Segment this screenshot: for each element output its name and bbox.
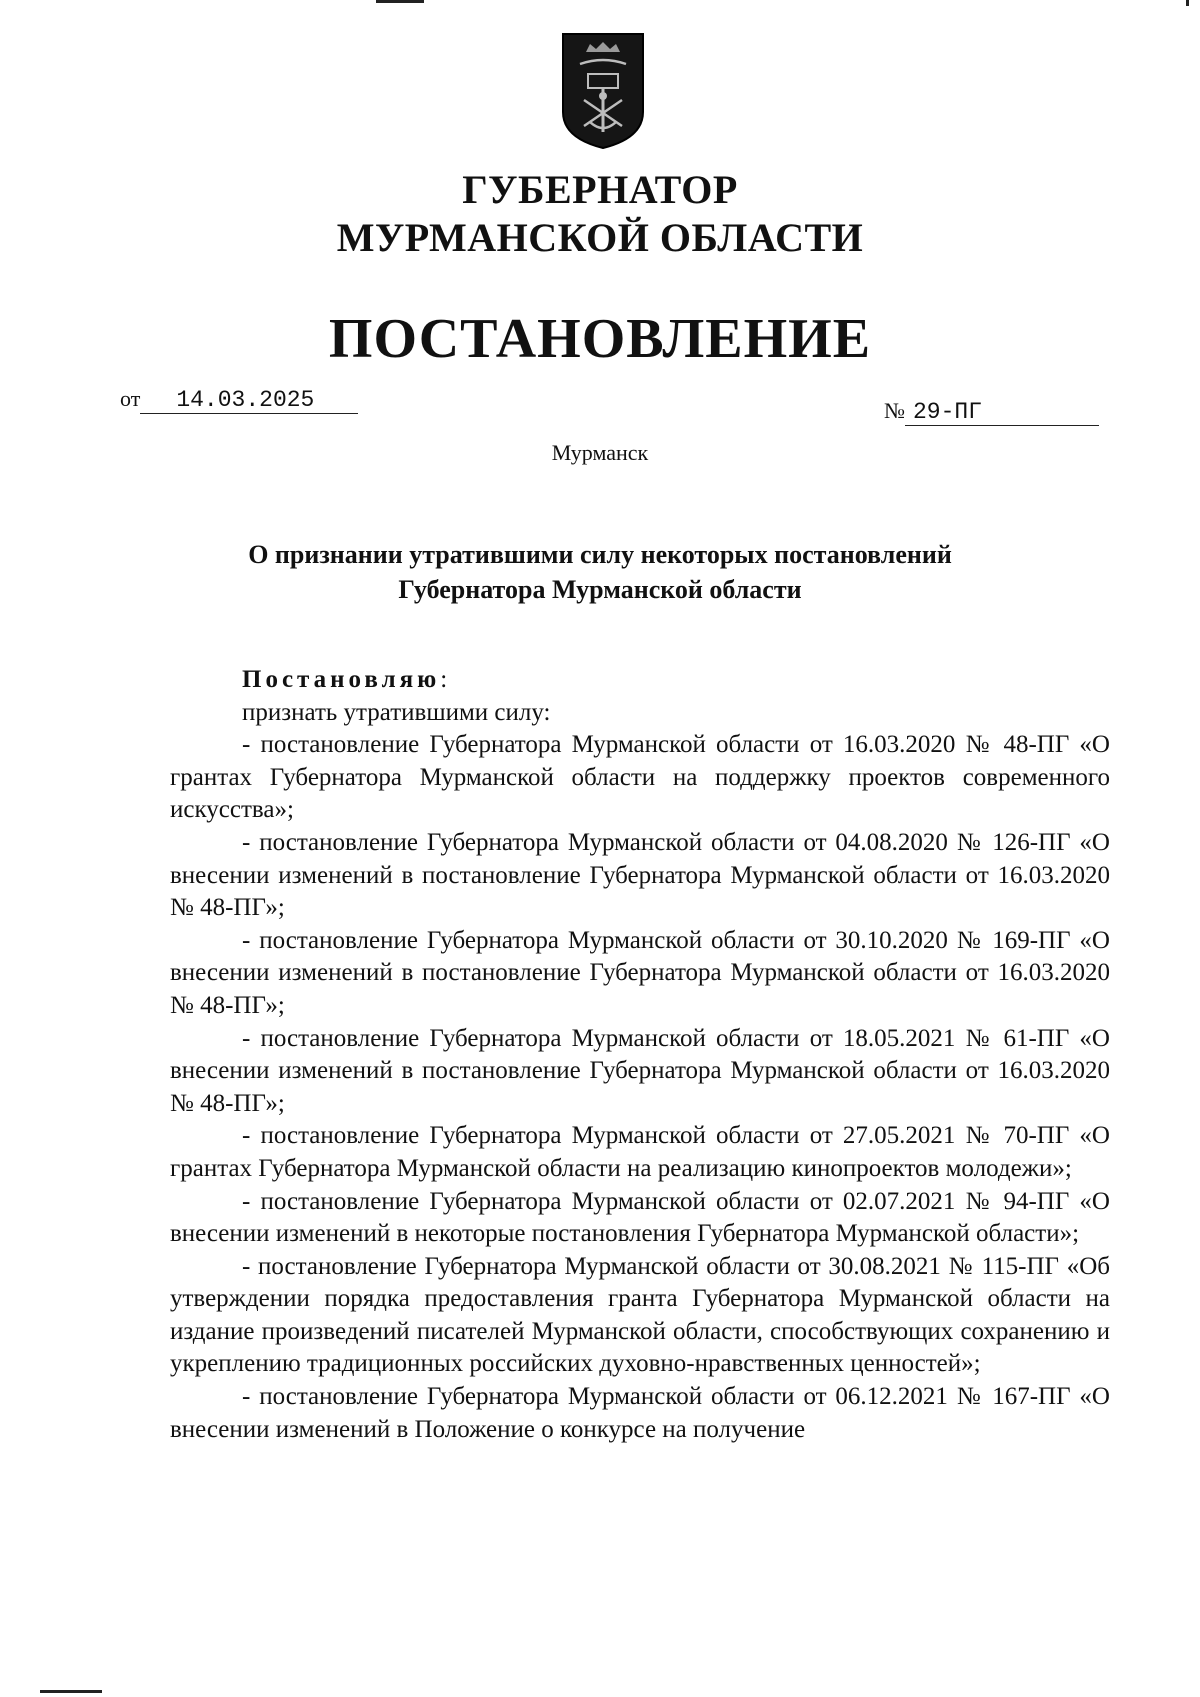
number-value: 29-ПГ (905, 399, 1099, 426)
list-item: - постановление Губернатора Мурманской области от 18.05.2021 № 61-ПГ «О внесении изменений в постановление Губернатора Мурманской области от 16.03.2020 № 48-ПГ»; (170, 1024, 1110, 1117)
subject-line2: Губернатора Мурманской области (398, 575, 802, 604)
scan-mark-top (376, 0, 424, 3)
list-item: - постановление Губернатора Мурманской области от 02.07.2021 № 94-ПГ «О внесении изменений в некоторые постановления Губернатора Мурманской области»; (170, 1187, 1110, 1248)
subject-line1: О признании утратившими силу некоторых постановлений (248, 540, 952, 569)
date-prefix: от (120, 386, 141, 411)
document-subject (160, 537, 1040, 607)
decree-intro: признать утратившими силу: (242, 698, 551, 726)
date-value: 14.03.2025 (140, 387, 358, 414)
scan-mark-top-right (1186, 0, 1189, 6)
list-item: - постановление Губернатора Мурманской области от 16.03.2020 № 48-ПГ «О грантах Губернатора Мурманской области на поддержку проектов современного искусства»; (170, 731, 1110, 824)
decree-colon: : (440, 666, 448, 693)
decree-word-text: Постановляю (242, 666, 441, 693)
list-item: - постановление Губернатора Мурманской области от 30.08.2021 № 115-ПГ «Об утверждении порядка предоставления гранта Губернатора Мурманской области на издание произведений писателей Мурманской области, способствующих сохранению и укреплению традиционных российских духовно-нравственных ценностей»; (170, 1252, 1110, 1378)
document-city: Мурманск (551, 440, 649, 465)
decree-word (242, 664, 1110, 697)
list-item: - постановление Губернатора Мурманской области от 30.10.2020 № 169-ПГ «О внесении изменений в постановление Губернатора Мурманской области от 16.03.2020 № 48-ПГ»; (170, 926, 1110, 1019)
document-type: ПОСТАНОВЛЕНИЕ (328, 308, 872, 370)
issuer-title-line1: ГУБЕРНАТОР (462, 167, 738, 212)
list-item: - постановление Губернатора Мурманской области от 27.05.2021 № 70-ПГ «О грантах Губернатора Мурманской области на реализацию кинопроектов молодежи»; (170, 1122, 1110, 1182)
list-item: - постановление Губернатора Мурманской области от 04.08.2020 № 126-ПГ «О внесении изменений в постановление Губернатора Мурманской области от 16.03.2020 № 48-ПГ»; (170, 828, 1110, 922)
document-body (170, 664, 1110, 1446)
document-number (884, 398, 1099, 426)
coat-of-arms-icon (560, 30, 646, 150)
issuer-title-line2: МУРМАНСКОЙ ОБЛАСТИ (336, 215, 864, 260)
number-prefix: № (884, 398, 905, 423)
document-date (120, 386, 358, 414)
issuer-title (0, 166, 1200, 262)
scan-mark-bottom (40, 1690, 102, 1693)
list-item: - постановление Губернатора Мурманской области от 06.12.2021 № 167-ПГ «О внесении изменений в Положение о конкурсе на получение (170, 1383, 1110, 1443)
